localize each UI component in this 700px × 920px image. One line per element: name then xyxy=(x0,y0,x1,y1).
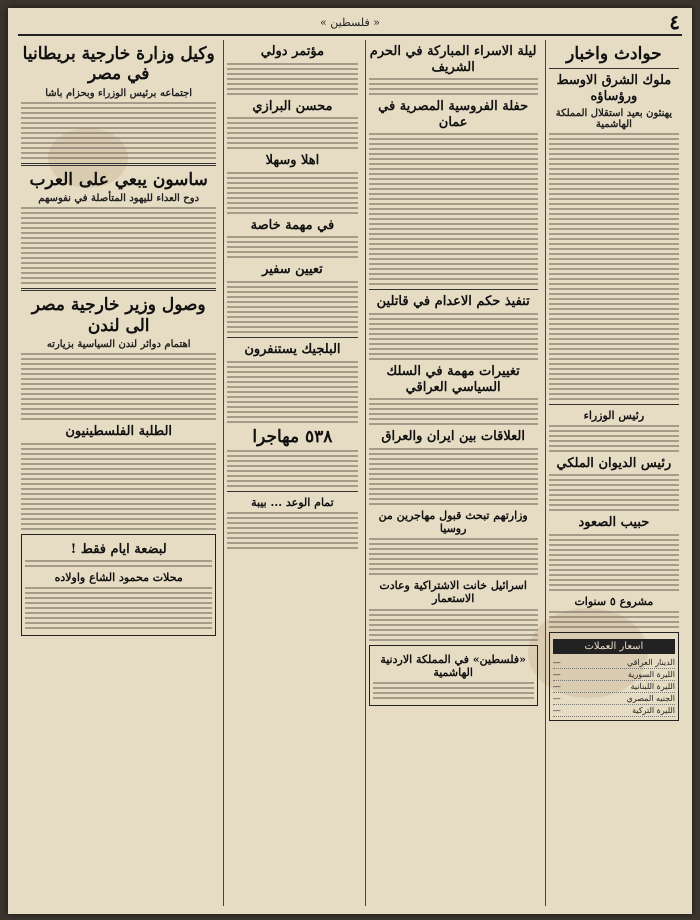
ad-title: لبضعة ايام فقط ! xyxy=(70,541,167,557)
headline: الطلبة الفلسطينيون xyxy=(65,423,173,439)
headline: تغييرات مهمة في السلك السياسي العراقي xyxy=(386,363,520,395)
headline: ليلة الاسراء المباركة في الحرم الشريف xyxy=(369,44,537,75)
currency-table xyxy=(549,632,679,721)
article-text xyxy=(227,512,357,549)
subheadline: اهتمام دوائر لندن السياسية بزيارته xyxy=(46,338,191,350)
article-text xyxy=(369,538,538,575)
article-text xyxy=(369,313,538,360)
headline: تعيين سفير xyxy=(262,262,323,278)
article-text xyxy=(549,133,679,400)
subheadline: اجتماعه برئيس الوزراء وبحزام باشا xyxy=(45,87,193,99)
headline: محسن البرازي xyxy=(252,98,333,114)
headline: وزارتهم تبحث قبول مهاجرين من روسيا xyxy=(378,508,528,535)
column-main xyxy=(365,40,541,906)
headline: وكيل وزارة خارجية بريطانيا في مصر xyxy=(22,44,215,85)
article-text xyxy=(21,102,216,159)
article-text xyxy=(369,448,538,505)
list-item: الليرة السورية — xyxy=(552,670,675,680)
columns xyxy=(18,40,682,906)
list-item: الليرة التركية — xyxy=(552,706,675,716)
article-text xyxy=(227,281,357,333)
article-text xyxy=(369,78,538,95)
headline: رئيس الديوان الملكي xyxy=(556,455,672,471)
article-text xyxy=(227,172,357,214)
column-foreign xyxy=(18,40,219,906)
list-item: الدينار العراقي — xyxy=(552,658,675,668)
headline: رئيس الوزراء xyxy=(583,408,645,422)
article-text xyxy=(549,425,679,452)
column-news xyxy=(545,40,682,906)
table-title: اسعار العملات xyxy=(553,639,675,654)
boxed-notice xyxy=(369,645,538,706)
article-text xyxy=(369,609,538,641)
headline: اهلا وسهلا xyxy=(265,153,320,169)
article-text xyxy=(549,611,679,628)
headline: العلاقات بين ايران والعراق xyxy=(381,429,525,445)
headline: ٥٣٨ مهاجرا xyxy=(252,426,333,447)
headline: ملوك الشرق الاوسط ورؤساؤه xyxy=(556,73,672,104)
headline: تمام الوعد ... بيبة xyxy=(251,495,334,509)
article-text xyxy=(369,133,538,285)
article-text xyxy=(227,63,357,95)
headline: مؤتمر دولي xyxy=(260,44,325,59)
list-item: الليرة اللبنانية — xyxy=(552,682,675,692)
article-text xyxy=(549,534,679,591)
headline: تنفيذ حكم الاعدام في قاتلين xyxy=(376,294,530,310)
page-number: ٤ xyxy=(669,10,680,34)
running-head xyxy=(18,10,682,36)
article-text xyxy=(227,450,357,487)
column-briefs xyxy=(223,40,360,906)
section-title: حوادث واخبار xyxy=(566,44,662,64)
article-text xyxy=(369,398,538,425)
article-text xyxy=(21,443,216,530)
headline: اسرائيل خانت الاشتراكية وعادت الاستعمار xyxy=(379,579,527,606)
article-text xyxy=(227,361,357,423)
article-text xyxy=(549,474,679,511)
article-text xyxy=(21,353,216,420)
subheadline: دوح العداء لليهود المتأصلة في نفوسهم xyxy=(38,193,200,205)
headline: حبيب الصعود xyxy=(578,515,650,531)
subheadline: يهنئون بعيد استقلال المملكة الهاشمية xyxy=(555,107,673,130)
headline: حفلة الفروسية المصرية في عمان xyxy=(378,99,529,130)
paper-name: « فلسطين » xyxy=(320,16,380,29)
headline: البلجيك يستنفرون xyxy=(244,341,341,357)
headline: وصول وزير خارجية مصر الى لندن xyxy=(31,295,206,336)
list-item: الجنيه المصري — xyxy=(552,694,675,704)
ad-sponsor: محلات محمود الشاع واولاده xyxy=(54,571,183,585)
article-text xyxy=(21,207,216,284)
headline: ساسون يبعي على العرب xyxy=(29,169,208,190)
headline: مشروع ٥ سنوات xyxy=(574,594,654,608)
newspaper-page xyxy=(8,8,692,914)
headline: في مهمة خاصة xyxy=(250,217,335,233)
advertisement xyxy=(21,534,216,637)
article-text xyxy=(227,236,357,258)
article-text xyxy=(227,117,357,149)
notice-title: «فلسطين» في المملكة الاردنية الهاشمية xyxy=(380,652,526,679)
